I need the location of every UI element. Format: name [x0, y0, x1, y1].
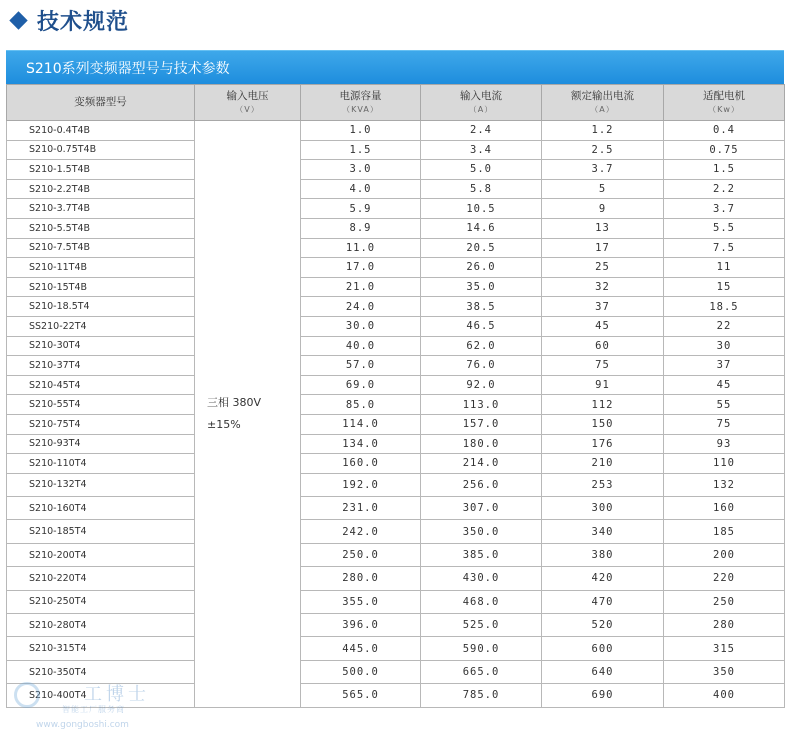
cell-input-current: 385.0: [421, 543, 542, 566]
cell-power-capacity: 1.0: [301, 121, 421, 141]
cell-power-capacity: 57.0: [301, 356, 421, 376]
table-row: [7, 140, 785, 160]
cell-motor-power: 0.75: [664, 140, 785, 160]
cell-motor-power: 18.5: [664, 297, 785, 317]
cell-input-current: 38.5: [421, 297, 542, 317]
cell-input-current: 26.0: [421, 258, 542, 278]
cell-power-capacity: 24.0: [301, 297, 421, 317]
cell-power-capacity: 11.0: [301, 238, 421, 258]
cell-model: S210-132T4: [7, 473, 195, 496]
cell-input-current: 20.5: [421, 238, 542, 258]
table-row: [7, 297, 785, 317]
cell-input-current: 10.5: [421, 199, 542, 219]
cell-input-current: 5.0: [421, 160, 542, 180]
table-row: [7, 684, 785, 707]
cell-model: S210-11T4B: [7, 258, 195, 278]
cell-motor-power: 75: [664, 414, 785, 434]
cell-rated-output-current: 420: [542, 567, 664, 590]
cell-rated-output-current: 340: [542, 520, 664, 543]
cell-power-capacity: 5.9: [301, 199, 421, 219]
table-row: [7, 660, 785, 683]
cell-motor-power: 200: [664, 543, 785, 566]
cell-rated-output-current: 300: [542, 497, 664, 520]
cell-rated-output-current: 176: [542, 434, 664, 454]
cell-model: S210-350T4: [7, 660, 195, 683]
cell-motor-power: 110: [664, 454, 785, 474]
table-row: [7, 414, 785, 434]
cell-input-current: 46.5: [421, 316, 542, 336]
spec-table: [6, 84, 785, 708]
cell-model: S210-200T4: [7, 543, 195, 566]
diamond-bullet-icon: [9, 11, 27, 29]
table-row: [7, 543, 785, 566]
cell-power-capacity: 69.0: [301, 375, 421, 395]
cell-rated-output-current: 253: [542, 473, 664, 496]
cell-power-capacity: 21.0: [301, 277, 421, 297]
cell-motor-power: 160: [664, 497, 785, 520]
cell-input-current: 5.8: [421, 179, 542, 199]
table-row: [7, 567, 785, 590]
cell-model: S210-18.5T4: [7, 297, 195, 317]
cell-power-capacity: 250.0: [301, 543, 421, 566]
table-row: [7, 238, 785, 258]
cell-model: S210-1.5T4B: [7, 160, 195, 180]
cell-model: SS210-22T4: [7, 316, 195, 336]
cell-motor-power: 7.5: [664, 238, 785, 258]
cell-model: S210-7.5T4B: [7, 238, 195, 258]
cell-input-current: 525.0: [421, 614, 542, 637]
cell-rated-output-current: 470: [542, 590, 664, 613]
cell-rated-output-current: 37: [542, 297, 664, 317]
table-row: [7, 375, 785, 395]
cell-input-current: 62.0: [421, 336, 542, 356]
header-rated-output-current: 额定输出电流 （A）: [542, 85, 664, 121]
table-row: [7, 395, 785, 415]
cell-rated-output-current: 600: [542, 637, 664, 660]
table-row: [7, 121, 785, 141]
cell-motor-power: 185: [664, 520, 785, 543]
table-row: [7, 637, 785, 660]
cell-power-capacity: 1.5: [301, 140, 421, 160]
cell-model: S210-185T4: [7, 520, 195, 543]
cell-motor-power: 0.4: [664, 121, 785, 141]
cell-motor-power: 37: [664, 356, 785, 376]
cell-model: S210-250T4: [7, 590, 195, 613]
cell-motor-power: 350: [664, 660, 785, 683]
section-title: 技术规范: [37, 9, 130, 35]
cell-motor-power: 55: [664, 395, 785, 415]
table-row: [7, 497, 785, 520]
cell-power-capacity: 17.0: [301, 258, 421, 278]
cell-input-current: 3.4: [421, 140, 542, 160]
cell-model: S210-3.7T4B: [7, 199, 195, 219]
cell-model: S210-400T4: [7, 684, 195, 707]
cell-input-current: 157.0: [421, 414, 542, 434]
section-heading: [8, 4, 129, 36]
cell-rated-output-current: 380: [542, 543, 664, 566]
cell-motor-power: 2.2: [664, 179, 785, 199]
cell-motor-power: 220: [664, 567, 785, 590]
cell-rated-output-current: 112: [542, 395, 664, 415]
cell-model: S210-5.5T4B: [7, 218, 195, 238]
cell-rated-output-current: 150: [542, 414, 664, 434]
cell-rated-output-current: 25: [542, 258, 664, 278]
cell-input-voltage: [195, 121, 301, 708]
cell-motor-power: 11: [664, 258, 785, 278]
cell-rated-output-current: 5: [542, 179, 664, 199]
watermark-url: www.gongboshi.com: [36, 720, 129, 730]
cell-motor-power: 3.7: [664, 199, 785, 219]
table-row: [7, 454, 785, 474]
cell-input-current: 2.4: [421, 121, 542, 141]
cell-model: S210-15T4B: [7, 277, 195, 297]
header-input-current: 输入电流 （A）: [421, 85, 542, 121]
cell-model: S210-0.4T4B: [7, 121, 195, 141]
cell-power-capacity: 3.0: [301, 160, 421, 180]
cell-power-capacity: 231.0: [301, 497, 421, 520]
table-row: [7, 520, 785, 543]
cell-model: S210-75T4: [7, 414, 195, 434]
header-model: 变频器型号: [7, 85, 195, 121]
cell-motor-power: 1.5: [664, 160, 785, 180]
cell-input-current: 590.0: [421, 637, 542, 660]
cell-model: S210-2.2T4B: [7, 179, 195, 199]
cell-model: S210-0.75T4B: [7, 140, 195, 160]
cell-rated-output-current: 210: [542, 454, 664, 474]
cell-power-capacity: 565.0: [301, 684, 421, 707]
cell-motor-power: 315: [664, 637, 785, 660]
cell-input-current: 92.0: [421, 375, 542, 395]
cell-rated-output-current: 91: [542, 375, 664, 395]
cell-input-current: 430.0: [421, 567, 542, 590]
cell-motor-power: 250: [664, 590, 785, 613]
cell-model: S210-93T4: [7, 434, 195, 454]
cell-input-current: 256.0: [421, 473, 542, 496]
cell-rated-output-current: 1.2: [542, 121, 664, 141]
cell-motor-power: 45: [664, 375, 785, 395]
cell-power-capacity: 30.0: [301, 316, 421, 336]
cell-rated-output-current: 9: [542, 199, 664, 219]
table-caption-banner: S210系列变频器型号与技术参数: [6, 50, 784, 84]
table-row: [7, 336, 785, 356]
header-motor-power: 适配电机 （Kw）: [664, 85, 785, 121]
cell-model: S210-220T4: [7, 567, 195, 590]
cell-motor-power: 22: [664, 316, 785, 336]
table-row: [7, 614, 785, 637]
cell-model: S210-30T4: [7, 336, 195, 356]
cell-rated-output-current: 690: [542, 684, 664, 707]
cell-model: S210-110T4: [7, 454, 195, 474]
cell-input-current: 307.0: [421, 497, 542, 520]
cell-input-current: 113.0: [421, 395, 542, 415]
table-row: [7, 356, 785, 376]
cell-rated-output-current: 2.5: [542, 140, 664, 160]
cell-power-capacity: 114.0: [301, 414, 421, 434]
cell-input-current: 35.0: [421, 277, 542, 297]
cell-motor-power: 280: [664, 614, 785, 637]
cell-model: S210-55T4: [7, 395, 195, 415]
cell-power-capacity: 500.0: [301, 660, 421, 683]
cell-rated-output-current: 45: [542, 316, 664, 336]
cell-rated-output-current: 60: [542, 336, 664, 356]
table-row: [7, 316, 785, 336]
cell-power-capacity: 192.0: [301, 473, 421, 496]
table-row: [7, 258, 785, 278]
cell-power-capacity: 85.0: [301, 395, 421, 415]
cell-input-current: 468.0: [421, 590, 542, 613]
cell-motor-power: 15: [664, 277, 785, 297]
cell-rated-output-current: 17: [542, 238, 664, 258]
cell-power-capacity: 242.0: [301, 520, 421, 543]
table-row: [7, 473, 785, 496]
table-row: [7, 199, 785, 219]
cell-model: S210-45T4: [7, 375, 195, 395]
cell-power-capacity: 160.0: [301, 454, 421, 474]
table-body: [7, 121, 785, 708]
cell-input-current: 180.0: [421, 434, 542, 454]
voltage-line-2: ±15%: [207, 417, 241, 431]
table-row: [7, 590, 785, 613]
table-row: [7, 179, 785, 199]
cell-rated-output-current: 3.7: [542, 160, 664, 180]
cell-rated-output-current: 13: [542, 218, 664, 238]
cell-model: S210-160T4: [7, 497, 195, 520]
cell-model: S210-315T4: [7, 637, 195, 660]
cell-input-current: 785.0: [421, 684, 542, 707]
cell-motor-power: 30: [664, 336, 785, 356]
cell-rated-output-current: 32: [542, 277, 664, 297]
cell-power-capacity: 134.0: [301, 434, 421, 454]
header-power-capacity: 电源容量 （KVA）: [301, 85, 421, 121]
cell-power-capacity: 396.0: [301, 614, 421, 637]
cell-input-current: 14.6: [421, 218, 542, 238]
cell-rated-output-current: 640: [542, 660, 664, 683]
table-header-row: [7, 85, 785, 121]
cell-input-current: 665.0: [421, 660, 542, 683]
cell-input-current: 350.0: [421, 520, 542, 543]
cell-power-capacity: 4.0: [301, 179, 421, 199]
cell-motor-power: 400: [664, 684, 785, 707]
cell-input-current: 214.0: [421, 454, 542, 474]
cell-power-capacity: 355.0: [301, 590, 421, 613]
watermark-subtitle: 智能工厂服务商: [62, 705, 125, 714]
watermark-title: 工博士: [84, 684, 150, 705]
table-row: [7, 160, 785, 180]
cell-motor-power: 5.5: [664, 218, 785, 238]
cell-rated-output-current: 75: [542, 356, 664, 376]
cell-power-capacity: 445.0: [301, 637, 421, 660]
voltage-line-1: 三相 380V: [207, 395, 262, 409]
cell-model: S210-37T4: [7, 356, 195, 376]
cell-motor-power: 93: [664, 434, 785, 454]
cell-input-current: 76.0: [421, 356, 542, 376]
cell-power-capacity: 40.0: [301, 336, 421, 356]
table-row: [7, 434, 785, 454]
cell-model: S210-280T4: [7, 614, 195, 637]
cell-motor-power: 132: [664, 473, 785, 496]
table-row: [7, 277, 785, 297]
cell-power-capacity: 280.0: [301, 567, 421, 590]
cell-power-capacity: 8.9: [301, 218, 421, 238]
cell-rated-output-current: 520: [542, 614, 664, 637]
header-input-voltage: 输入电压 （V）: [195, 85, 301, 121]
table-row: [7, 218, 785, 238]
